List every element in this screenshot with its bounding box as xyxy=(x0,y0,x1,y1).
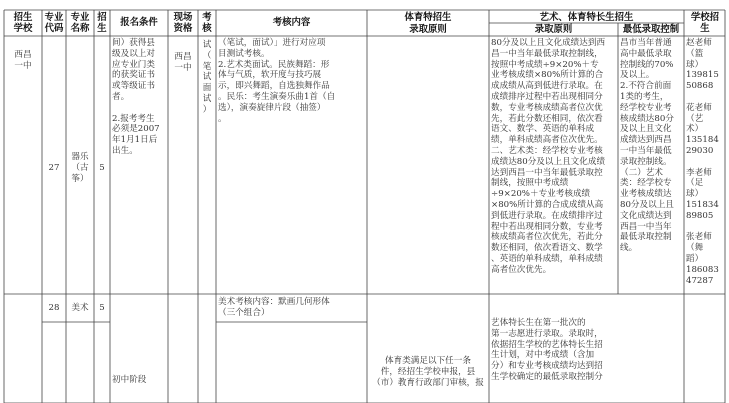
row-27-quota: 5 xyxy=(99,163,105,173)
header-onsite: 现场 资格 xyxy=(173,12,193,34)
min-line-text: 昌市当年普通 高中最低录取 控制线的70% 及以上。 2.不符合前面 1类的考生， 经学校专业考 核成绩达80分 及以上且文化 成绩达到西昌 一中当年最低 录取控制线。 （二）艺术 类：经学校专 业考核成绩达 80分及以上且 文化成绩达到 西昌一中当年 最低录取控制 线。 xyxy=(620,38,674,254)
art-principle-text: 80分及以上且文化成绩达到西 昌一中当年最低录取控制线， 按照中考成绩÷9×20%＋专 业考核成绩×80%所计算的合 成成绩从高到低进行录取。在 成绩排序过程中若出现相同分 数，专业考核成绩高者位次优 先，若此分数还相同，依次看 语文、数学、英语的单科成 绩，单科成绩高者位次优先。 二、艺术类：经学校专业考核 成绩达80分及以上且文化成绩 达到西昌一中当年最低录取控 制线，按照中考成绩 ÷9×20%＋专业考核成绩 ×80%所计算的合成成绩从高 到低进行录取。在成绩排序过 程中若出现相同分数，专业考 核成绩高者位次优先，若此分 数还相同，依次看语文、数学 、英语的单科成绩，单科成绩 高者位次优先。 xyxy=(491,38,606,275)
school-name: 西昌 一中 xyxy=(14,50,32,71)
exam-text: 试 （ 笔 试 面 试 ） xyxy=(202,40,212,115)
header-requirements: 报名条件 xyxy=(120,17,158,28)
header-school: 招生 学校 xyxy=(13,12,33,34)
row-28-name: 美术 xyxy=(71,303,89,313)
requirements-text: 间）获得县 级及以上对 应专业门类 的获奖证书 或等级证书 者。 2.报考考生 必须是2007 年1月1日后 出生。 xyxy=(112,38,160,156)
header-major-name: 专业 名称 xyxy=(70,12,90,34)
header-content: 考核内容 xyxy=(272,17,311,28)
lower-sports-principle: 体育类满足以下任一条 件，经招生学校申报，县 （市）教育行政部门审核，报 xyxy=(372,356,484,388)
row-28-code: 28 xyxy=(48,303,60,313)
header-quota: 招 生 xyxy=(97,12,107,34)
header-exam: 考 核 xyxy=(202,12,212,34)
row-27-code: 27 xyxy=(48,163,60,173)
lower-art-principle: 艺体特长生在第一批次的 第一志愿进行录取。录取时， 依据招生学校的艺体特长生招 生计划，对中考成绩（含加 分）和专业考核成绩均达到招 生学校确定的最低录取控制分 xyxy=(491,318,603,382)
row-27-name: 器乐 （古 筝） xyxy=(71,152,89,184)
header-major-code: 专业 代码 xyxy=(44,12,64,34)
contact-text: 赵老师 （篮 球） 139815 50868 花老师 （艺 术） 135184 29030 李老师 （足 球） 151834 89805 张老师 （舞 蹈） 186083 47287 xyxy=(686,38,719,286)
content-text: （笔试，面试）」进行对应项 目测试考核。 2.艺术类面试。民族舞蹈：形 体与气质，软开度与技巧展 示，即兴舞蹈，自选独舞作品 。民乐：考生演奏乐曲1首（自 选），演奏旋律片段（抽签） 。 xyxy=(218,38,336,124)
lower-requirements: 初中阶段 xyxy=(112,375,147,385)
header-contact: 学校招 生 xyxy=(690,12,720,34)
row-28-content: 美术考核内容：默画几何形体 （三个组合） xyxy=(218,297,330,318)
onsite-text: 西昌 一中 xyxy=(174,52,192,73)
header-art-title: 艺术、体育特长生招生 xyxy=(539,12,634,23)
header-sports-title: 体育特招生 xyxy=(404,12,452,23)
header-min-line: 最低录取控制 xyxy=(622,24,680,35)
header-sports-principle: 录取原则 xyxy=(409,24,447,35)
header-art-principle: 录取原则 xyxy=(534,24,573,35)
row-28-quota: 5 xyxy=(99,303,105,313)
